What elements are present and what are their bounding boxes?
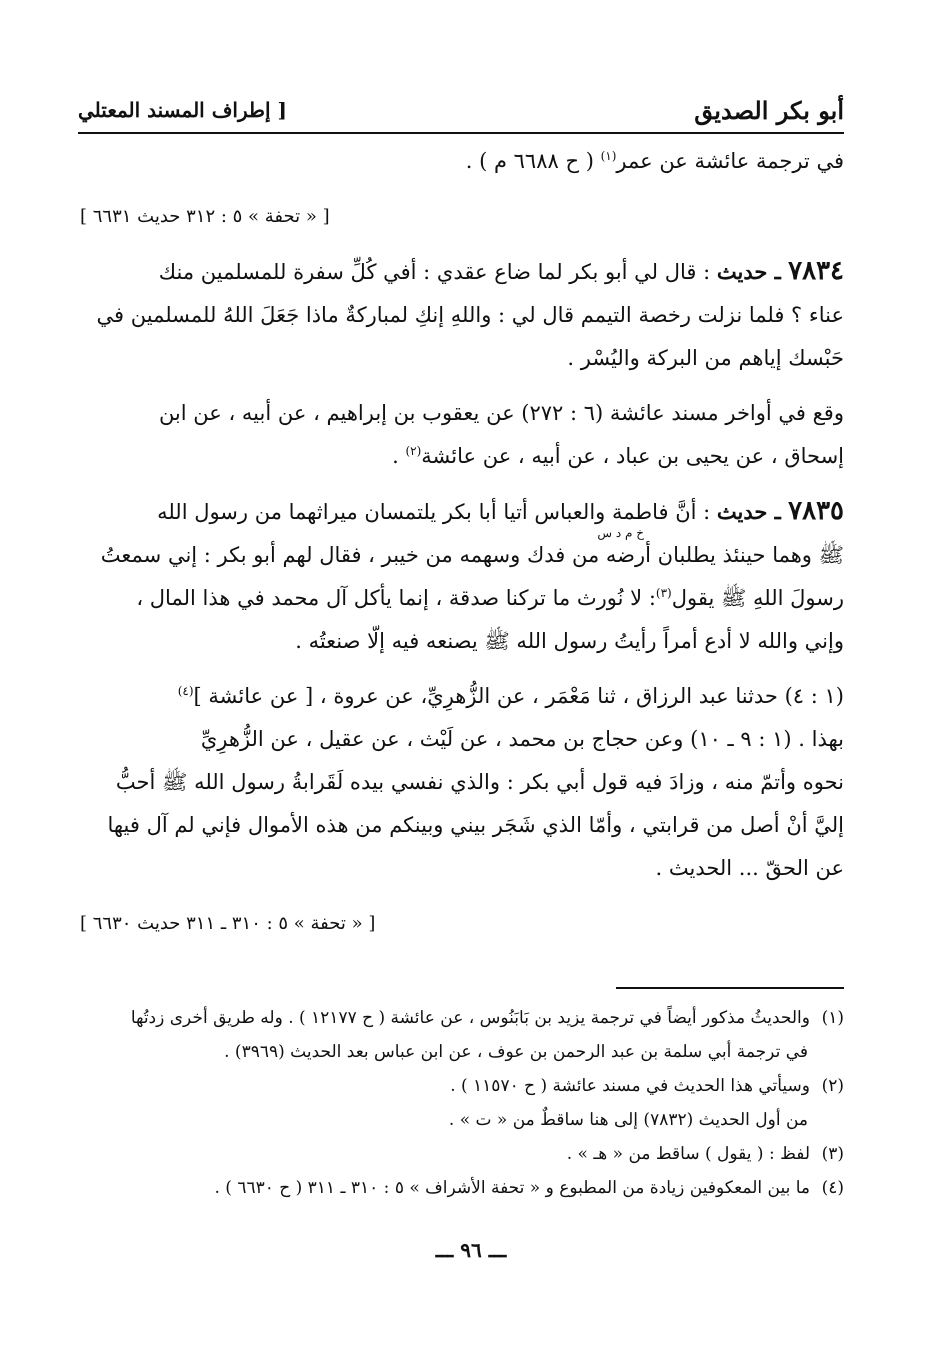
text-line: في ترجمة عائشة عن عمر$^{(١)}$ ( ح ٦٦٨٨ م ) . — [465, 149, 844, 173]
main-text — [80, 140, 844, 957]
running-header — [78, 92, 844, 134]
text-line: ﷺ وهما حينئذ يطلبان أرضه من فدك وسهمه من خيبر ، فقال لهم أبو بكر : إني سمعتُ — [100, 543, 844, 567]
footnote-ref: (٢) — [405, 444, 422, 458]
footnote-ref: (١) — [600, 149, 617, 163]
text-line: نحوه وأتمّ منه ، وزادَ فيه قول أبي بكر : والذي نفسي بيده لَقَرابةُ رسول الله ﷺ أحبُّ — [115, 770, 844, 794]
citation-reference: [ « تحفة » ٥ : ٣١٠ ـ ٣١١ حديث ٦٦٣٠ ] — [80, 913, 376, 934]
hadith-number: ٧٨٣٥ — [788, 496, 844, 526]
text-line: وقع في أواخر مسند عائشة (٦ : ٢٧٢) عن يعقوب بن إبراهيم ، عن أبيه ، عن ابن — [158, 401, 844, 425]
hadith-label: ـ حديث — [716, 259, 789, 284]
text-line: ٧٨٣٥ ـ حديث : أنَّ فاطمة والعباس أتيا أبا بكر يلتمسان ميراثهما من رسول الله — [157, 496, 844, 526]
footnote-number: (٤) — [821, 1178, 844, 1198]
footnotes — [80, 1001, 844, 1205]
footnote: (٤)ما بين المعكوفين زيادة من المطبوع و « تحفة الأشراف » ٥ : ٣١٠ ـ ٣١١ ( ح ٦٦٣٠ ) . — [80, 1171, 844, 1205]
header-title: أبو بكر الصديق — [694, 96, 844, 125]
footnote: (١)والحديثُ مذكور أيضاً في ترجمة يزيد بن بَابَنُوس ، عن عائشة ( ح ١٢١٧٧ ) . وله طريق أخرى زدتُها — [80, 1001, 844, 1035]
text-line: بهذا . (١ : ٩ ـ ١٠) وعن حجاج بن محمد ، عن لَيْث ، عن عقيل ، عن الزُّهرِيِّ — [200, 727, 844, 751]
isnad-paragraph — [80, 675, 844, 890]
footnote-ref: (٣) — [655, 586, 672, 600]
footnote-number: (٢) — [821, 1076, 844, 1096]
page-number: ـــ ٩٦ ـــ — [435, 1238, 507, 1262]
footnote-number: (١) — [821, 1008, 844, 1028]
text-line: إسحاق ، عن يحيى بن عباد ، عن أبيه ، عن عائشة$^{(٢)}$ . — [392, 444, 844, 468]
text-line: وإني والله لا أدع أمراً رأيتُ رسول الله ﷺ يصنعه فيه إلّا صنعتُه . — [295, 629, 844, 653]
header-book-title: [ إطراف المسند المعتلي — [78, 98, 287, 122]
source-siglum: خ م د س — [597, 526, 644, 540]
footnote-number: (٣) — [821, 1144, 844, 1164]
footnote-continuation: في ترجمة أبي سلمة بن عبد الرحمن بن عوف ، عن ابن عباس بعد الحديث (٣٩٦٩) . — [224, 1042, 808, 1062]
text-line: حَبْسك إياهم من البركة واليُسْر . — [567, 346, 844, 370]
footnote: (٢)وسيأتي هذا الحديث في مسند عائشة ( ح ١١٥٧٠ ) . — [80, 1069, 844, 1103]
text-line: رسولَ اللهِ ﷺ يقول$^{(٣)}$: لا نُورث ما تركنا صدقة ، إنما يأكل آل محمد في هذا المال ، — [136, 586, 844, 610]
footnote-separator — [616, 987, 844, 989]
text-line: عن الحقّ ... الحديث . — [655, 856, 844, 880]
text-line: إليَّ أنْ أصل من قرابتي ، وأمّا الذي شَجَر بيني وبينكم من هذه الأموال فإني لم آل فيها — [107, 813, 844, 837]
hadith-7835 — [80, 490, 844, 663]
text-line: ٧٨٣٤ ـ حديث : قال لي أبو بكر لما ضاع عقدي : أفي كُلِّ سفرة للمسلمين منك — [158, 256, 844, 286]
hadith-7834 — [80, 250, 844, 380]
footnote: (٣)لفظ : ( يقول ) ساقط من « هـ » . — [80, 1137, 844, 1171]
hadith-label: ـ حديث — [716, 499, 789, 524]
text-line: (١ : ٤) حدثنا عبد الرزاق ، ثنا مَعْمَر ، عن الزُّهرِيِّ، عن عروة ، [ عن عائشة ]$^{(٤)}$ — [177, 684, 844, 708]
footnote-continuation: من أول الحديث (٧٨٣٢) إلى هنا ساقطٌ من « ت » . — [448, 1110, 808, 1130]
citation-reference: [ « تحفة » ٥ : ٣١٢ حديث ٦٦٣١ ] — [80, 206, 330, 227]
footnote-ref: (٤) — [177, 684, 194, 698]
text-line: عناء ؟ فلما نزلت رخصة التيمم قال لي : واللهِ إنكِ لمباركةٌ ماذا جَعَلَ اللهُ للمسلمين في — [96, 303, 844, 327]
hadith-number: ٧٨٣٤ — [788, 256, 844, 286]
commentary-paragraph — [80, 392, 844, 478]
